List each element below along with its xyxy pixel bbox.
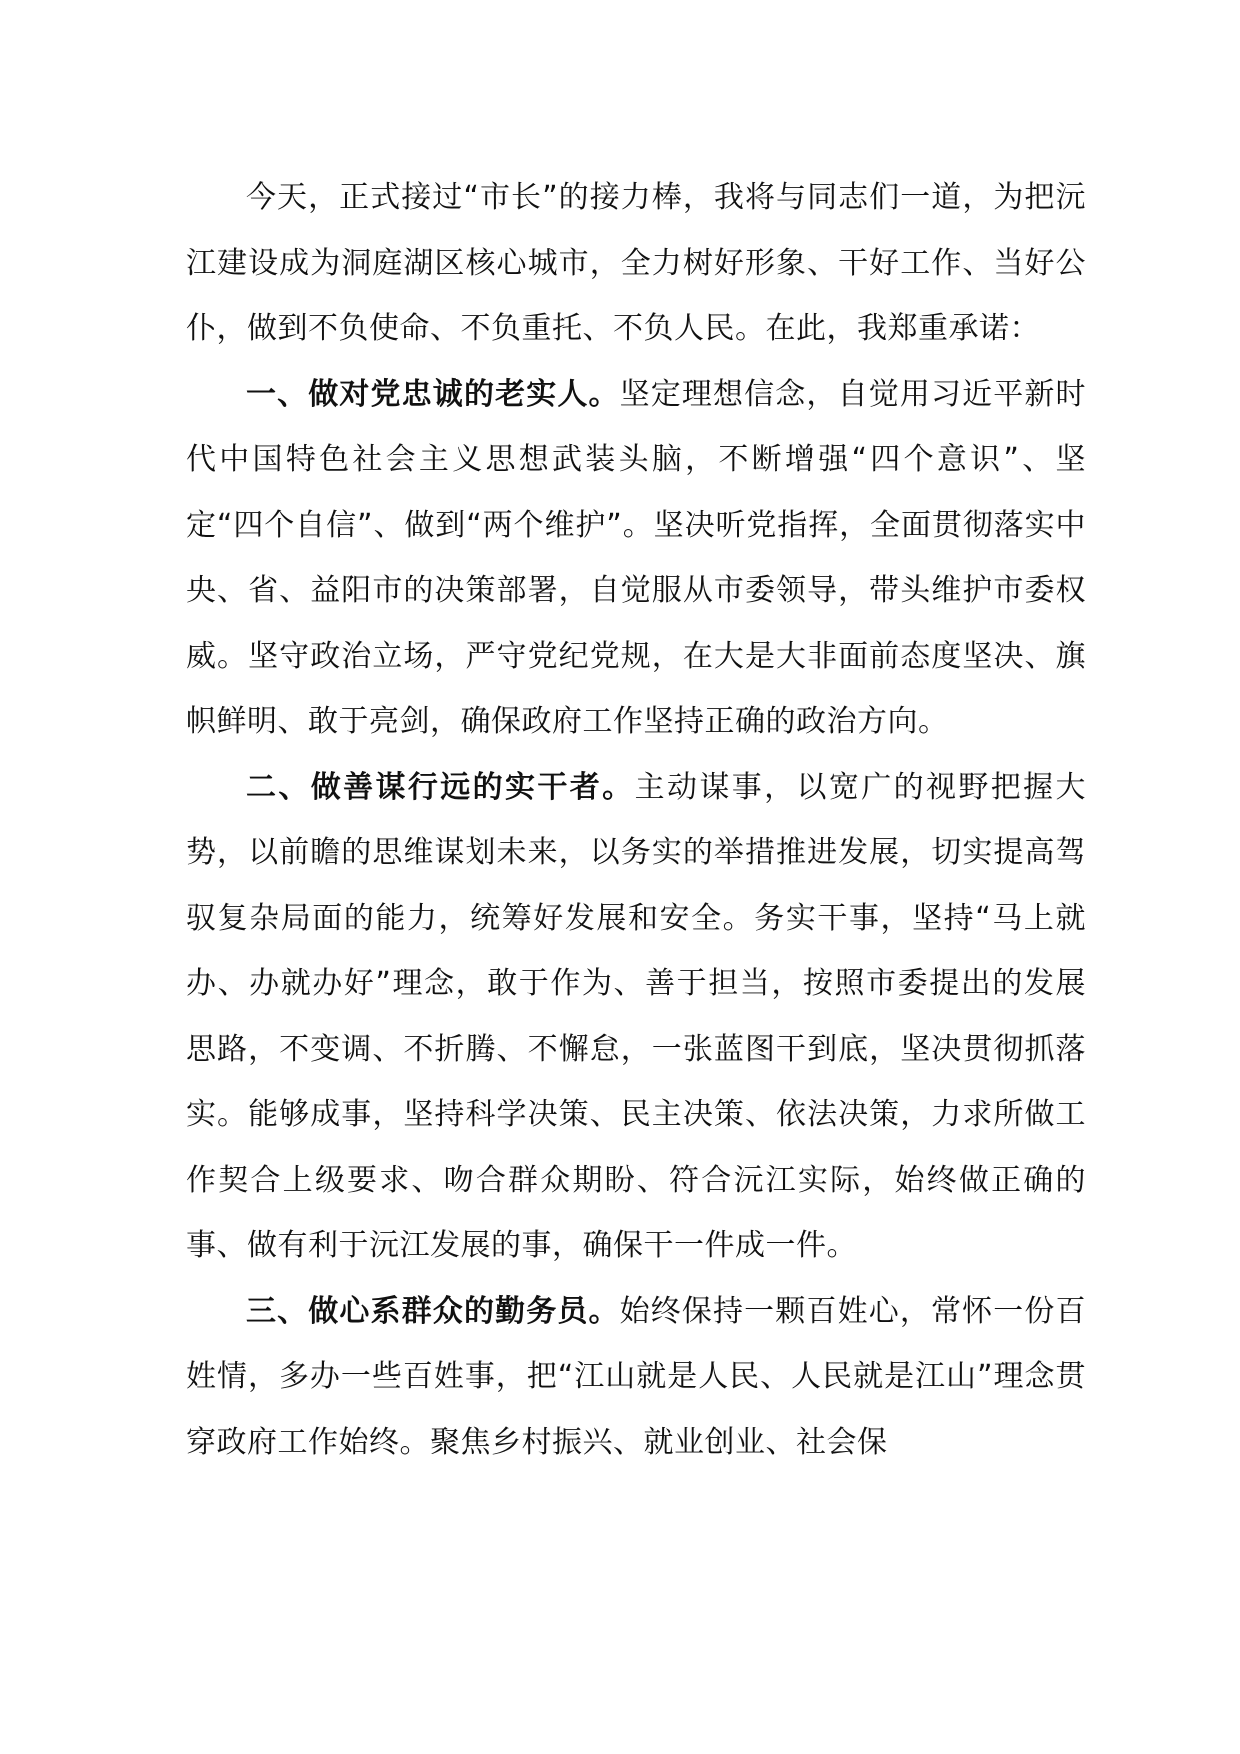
section-paragraph-3: [186, 1279, 1086, 1476]
section-paragraph-1: [186, 362, 1086, 755]
section-body-2: 主动谋事，以宽广的视野把握大势，以前瞻的思维谋划未来，以务实的举措推进发展，切实提高驾驭复杂局面的能力，统筹好发展和安全。务实干事，坚持“马上就办、办就办好”理念，敢于作为、善于担当，按照市委提出的发展思路，不变调、不折腾、不懈怠，一张蓝图干到底，坚决贯彻抓落实。能够成事，坚持科学决策、民主决策、依法决策，力求所做工作契合上级要求、吻合群众期盼、符合沅江实际，始终做正确的事、做有利于沅江发展的事，确保干一件成一件。: [186, 769, 1087, 1263]
section-heading-3: 三、做心系群众的勤务员。: [246, 1293, 620, 1329]
section-heading-1: 一、做对党忠诚的老实人。: [246, 376, 620, 412]
section-heading-2: 二、做善谋行远的实干者。: [246, 769, 635, 805]
section-body-1: 坚定理想信念，自觉用习近平新时代中国特色社会主义思想武装头脑，不断增强“四个意识”、坚定“四个自信”、做到“两个维护”。坚决听党指挥，全面贯彻落实中央、省、益阳市的决策部署，自觉服从市委领导，带头维护市委权威。坚守政治立场，严守党纪党规，在大是大非面前态度坚决、旗帜鲜明、敢于亮剑，确保政府工作坚持正确的政治方向。: [186, 376, 1087, 739]
section-body-3: 始终保持一颗百姓心，常怀一份百姓情，多办一些百姓事，把“江山就是人民、人民就是江山”理念贯穿政府工作始终。聚焦乡村振兴、就业创业、社会保: [186, 1293, 1087, 1460]
intro-paragraph: 今天，正式接过“市长”的接力棒，我将与同志们一道，为把沅江建设成为洞庭湖区核心城市，全力树好形象、干好工作、当好公仆，做到不负使命、不负重托、不负人民。在此，我郑重承诺：: [186, 180, 1086, 346]
section-paragraph-2: [186, 755, 1086, 1279]
document-body: [186, 165, 1086, 1475]
